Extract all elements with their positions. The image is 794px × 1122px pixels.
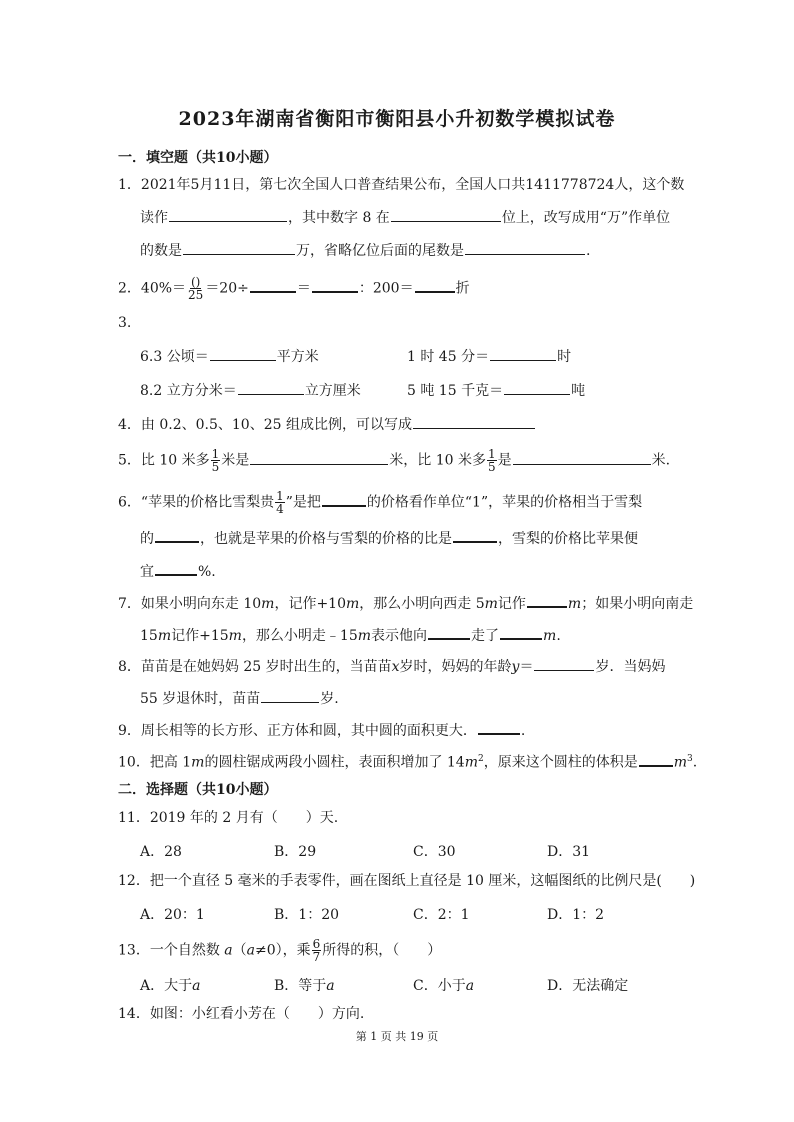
- answer-blank[interactable]: [513, 450, 651, 465]
- question-1-line-2: 读作 ，其中数字 8 在 位上，改写成用“万”作单位: [140, 207, 670, 228]
- answer-blank[interactable]: [527, 592, 567, 608]
- option-c[interactable]: C．2：1: [413, 907, 470, 923]
- answer-blank[interactable]: [500, 624, 542, 640]
- question-13: 13．一个自然数 a（a≠0），乘 $\frac{6}{7}$ 所得的积，（ ）: [118, 937, 442, 964]
- question-3-item-2: 1 时 45 分＝ 时: [407, 346, 571, 366]
- answer-blank[interactable]: [415, 277, 455, 293]
- answer-blank[interactable]: [155, 527, 199, 543]
- fraction: $\frac{1}{5}$: [487, 447, 496, 474]
- question-12: 12．把一个直径 5 毫米的手表零件，画在图纸上直径是 10 厘米，这幅图纸的比例尺是( ): [118, 873, 696, 889]
- option-d[interactable]: D．1：2: [547, 907, 605, 923]
- answer-blank[interactable]: [534, 656, 594, 671]
- fraction: $\frac{()}{25}$: [188, 275, 204, 302]
- question-3-item-1: 6.3 公顷＝ 平方米: [140, 346, 319, 366]
- answer-blank[interactable]: [183, 240, 295, 255]
- question-6-line-1: 6．“苹果的价格比雪梨贵 $\frac{1}{4}$ ”是把 的价格看作单位“1”，苹果的价格相当于雪梨: [118, 489, 643, 516]
- question-7-line-2: 15m记作+15m，那么小明走﹣15m表示他向 走了 m.: [140, 624, 561, 646]
- answer-blank[interactable]: [465, 240, 585, 255]
- question-6-line-3: 宜 %.: [140, 560, 216, 582]
- answer-blank[interactable]: [478, 719, 520, 735]
- question-1-line-1: 1．2021年5月11日，第七次全国人口普查结果公布，全国人口共1411778724人，这个数: [118, 177, 685, 193]
- question-8-line-2: 55 岁退休时，苗苗 岁.: [140, 688, 339, 709]
- question-11: 11．2019 年的 2 月有（ ）天.: [118, 810, 339, 826]
- answer-blank[interactable]: [413, 414, 535, 429]
- option-d[interactable]: D．无法确定: [547, 978, 629, 994]
- question-10: 10．把高 1m的圆柱锯成两段小圆柱，表面积增加了 $14m^2$，原来这个圆柱的体积是 $m^3$.: [118, 749, 697, 773]
- option-d[interactable]: D．31: [547, 844, 591, 860]
- answer-blank[interactable]: [250, 450, 388, 465]
- answer-blank[interactable]: [504, 380, 570, 395]
- fraction: $\frac{6}{7}$: [312, 937, 321, 964]
- question-7-line-1: 7．如果小明向东走 10m，记作+10m，那么小明向西走 5m记作 m；如果小明向南走: [118, 592, 693, 614]
- option-a[interactable]: A．28: [140, 844, 182, 860]
- answer-blank[interactable]: [453, 527, 497, 543]
- question-3-item-3: 8.2 立方分米＝ 立方厘米: [140, 380, 361, 400]
- answer-blank[interactable]: [490, 346, 556, 361]
- option-a[interactable]: A．20：1: [140, 907, 205, 923]
- option-c[interactable]: C．30: [413, 844, 456, 860]
- answer-blank[interactable]: [169, 207, 287, 222]
- question-4: 4．由 0.2、0.5、10、25 组成比例，可以写成: [118, 414, 536, 435]
- section-heading-fill-blank: 一．填空题（共10小题）: [118, 150, 278, 166]
- question-3-number: 3.: [118, 315, 132, 331]
- question-5: 5．比 10 米多 $\frac{1}{5}$ 米是 米，比 10 米多 $\frac{1}{5}$ 是 米.: [118, 447, 671, 474]
- option-b[interactable]: B．29: [274, 844, 317, 860]
- answer-blank[interactable]: [428, 624, 470, 640]
- answer-blank[interactable]: [250, 277, 296, 293]
- question-6-line-2: 的 ，也就是苹果的价格与雪梨的价格的比是 ，雪梨的价格比苹果便: [140, 527, 638, 549]
- question-8-line-1: 8．苗苗是在她妈妈 25 岁时出生的，当苗苗x岁时，妈妈的年龄y＝ 岁．当妈妈: [118, 656, 665, 677]
- question-1-line-3: 的数是 万，省略亿位后面的尾数是 .: [140, 240, 590, 261]
- question-9: 9．周长相等的长方形、正方体和圆，其中圆的面积更大． .: [118, 719, 525, 741]
- answer-blank[interactable]: [261, 688, 319, 703]
- answer-blank[interactable]: [238, 380, 304, 395]
- question-14: 14．如图：小红看小芳在（ ）方向.: [118, 1006, 365, 1022]
- answer-blank[interactable]: [210, 346, 276, 361]
- option-c[interactable]: C．小于a: [413, 978, 475, 994]
- page-title: 2023年湖南省衡阳市衡阳县小升初数学模拟试卷: [178, 108, 616, 130]
- option-b[interactable]: B．等于a: [274, 978, 335, 994]
- question-3-item-4: 5 吨 15 千克＝ 吨: [407, 380, 585, 400]
- fraction: $\frac{1}{5}$: [211, 447, 220, 474]
- section-heading-choice: 二．选择题（共10小题）: [118, 782, 278, 798]
- option-a[interactable]: A．大于a: [140, 978, 201, 994]
- answer-blank[interactable]: [312, 277, 358, 293]
- answer-blank[interactable]: [391, 207, 501, 222]
- question-2: 2．40%＝ $\frac{()}{25}$ ＝20÷ ＝ ：200＝ 折: [118, 275, 470, 302]
- answer-blank[interactable]: [639, 751, 673, 767]
- answer-blank[interactable]: [155, 560, 197, 576]
- answer-blank[interactable]: [322, 491, 366, 507]
- page-footer: 第 1 页 共 19 页: [355, 1030, 439, 1043]
- option-b[interactable]: B．1：20: [274, 907, 340, 923]
- fraction: $\frac{1}{4}$: [276, 489, 284, 516]
